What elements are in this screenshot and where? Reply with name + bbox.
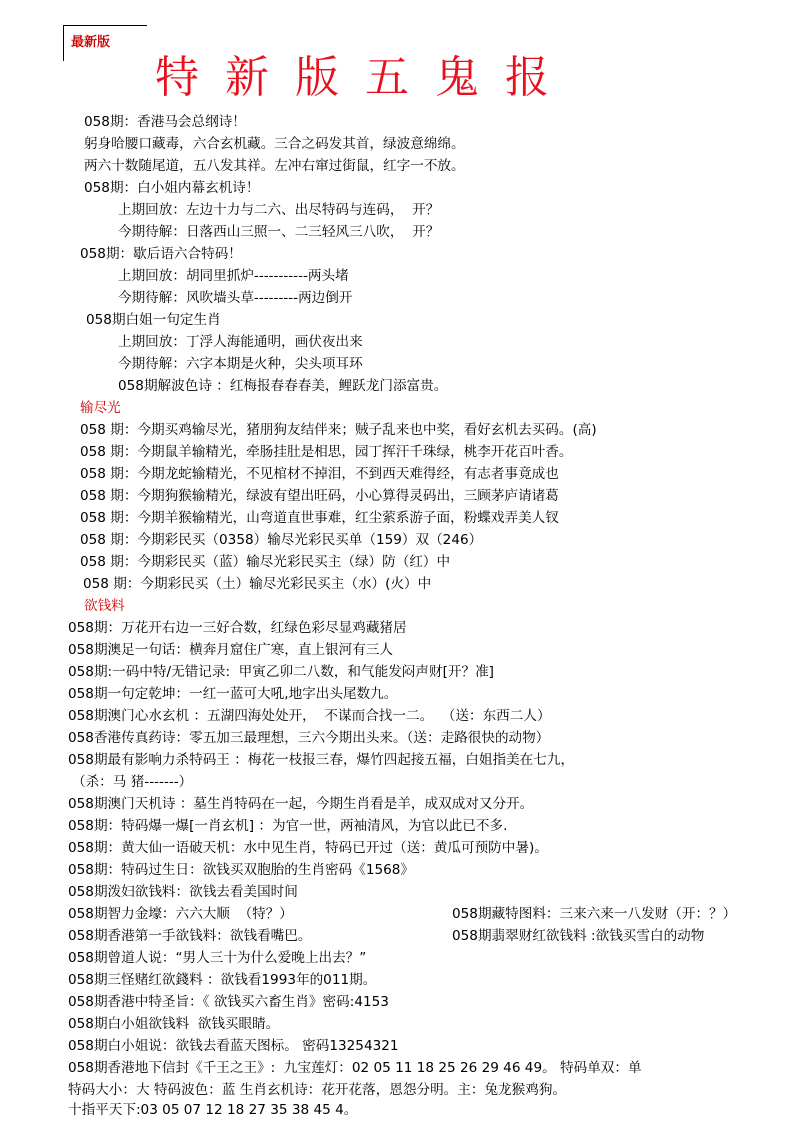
text-line: 058 期：今期彩民买（蓝）输尽光彩民买主（绿）防（红）中 (80, 554, 451, 570)
edition-badge-label: 最新版 (71, 35, 111, 50)
text-line: 058 期：今期鼠羊输精光，牵肠挂肚是相思，园丁挥汗千珠绿，桃李开花百叶香。 (80, 444, 573, 460)
text-line: 今期待解：日落西山三照一、二三轻风三八吹， 开？ (118, 224, 440, 240)
text-line: 058期：特码过生日：欲钱买双胞胎的生肖密码《1568》 (68, 862, 415, 878)
text-line: 058期一句定乾坤：一红一蓝可大吼,地字出头尾数九。 (68, 686, 398, 702)
text-line: （杀：马 猪-------） (72, 774, 193, 790)
text-line: 058期：香港马会总纲诗！ (84, 114, 246, 130)
text-line: 058 期：今期彩民买（土）输尽光彩民买主（水）(火）中 (83, 576, 432, 592)
text-line: 058期白小姐说：欲钱去看蓝天图标。 密码13254321 (68, 1038, 399, 1054)
page-title: 特新版五鬼报 (155, 52, 575, 103)
text-line: 058期香港中特圣旨：《 欲钱买六畜生肖》密码:4153 (68, 994, 389, 1010)
text-line: 058期：黄大仙一语破天机：水中见生肖，特码已开过（送：黄瓜可预防中暑)。 (68, 840, 548, 856)
text-line: 058期香港第一手欲钱料：欲钱看嘴巴。 (68, 928, 312, 944)
text-line: 058 期：今期羊猴输精光，山弯道直世事难，红尘萦系游子面，粉蝶戏弄美人钗 (80, 510, 559, 526)
text-line: 058期香港地下信封《千王之王》: 九宝莲灯：02 05 11 18 25 26 29 46 49。 特码单双：单 (68, 1060, 642, 1076)
text-line: 两六十数随尾道，五八发其祥。左冲右窜过街鼠，红字一不放。 (84, 158, 465, 174)
edition-badge (63, 25, 147, 61)
text-line: 058期藏特图料：三来六来一八发财（开：？） (452, 906, 737, 922)
text-line: 058期智力金壕：六六大顺 （特？） (68, 906, 293, 922)
text-line: 058期白姐一句定生肖 (86, 312, 221, 328)
text-line: 今期待解：风吹墙头草---------两边倒开 (118, 290, 353, 306)
text-line: 058期白小姐欲钱料 欲钱买眼睛。 (68, 1016, 280, 1032)
text-line: 今期待解：六字本期是火种，尖头项耳环 (118, 356, 363, 372)
text-line: 058期澳足一句话：横奔月窟住广寒，直上银河有三人 (68, 642, 394, 658)
text-line: 058期最有影响力杀特码王 ：梅花一枝报三春，爆竹四起接五福，白姐指美在七九， (68, 752, 575, 768)
text-line: 躬身哈腰口藏毒，六合玄机藏。三合之码发其首，绿波意绵绵。 (84, 136, 465, 152)
section-heading: 输尽光 (80, 400, 121, 416)
text-line: 058期：白小姐内幕玄机诗！ (84, 180, 260, 196)
text-line: 058 期：今期买鸡输尽光，猪朋狗友结伴来；贼子乱来也中奖，看好玄机去买码。(高) (80, 422, 597, 438)
text-line: 上期回放：胡同里抓炉-----------两头堵 (118, 268, 349, 284)
text-line: 上期回放：左边十力与二六、出尽特码与连码， 开？ (118, 202, 440, 218)
text-line: 058 期：今期狗猴输精光，绿波有望出旺码，小心算得灵码出，三顾茅庐请诸葛 (80, 488, 559, 504)
text-line: 058期曾道人说：“男人三十为什么爱晚上出去？” (68, 950, 367, 966)
text-line: 058期三怪赌红欲錢料 ：欲钱看1993年的011期。 (68, 972, 377, 988)
text-line: 058期：特码爆一爆[一肖玄机] ：为官一世，两袖清风，为官以此已不多. (68, 818, 508, 834)
text-line: 058期：歇后语六合特码！ (80, 246, 242, 262)
text-line: 058期解波色诗 ：红梅报春春春美，鲤跃龙门添富贵。 (118, 378, 448, 394)
section-heading: 欲钱料 (84, 598, 125, 614)
text-line: 058期澳门天机诗 ：墓生肖特码在一起，今期生肖看是羊，成双成对又分开。 (68, 796, 534, 812)
text-line: 058期泼妇欲钱料：欲钱去看美国时间 (68, 884, 298, 900)
text-line: 058 期：今期彩民买（0358）输尽光彩民买单（159）双（246） (80, 532, 483, 548)
text-line: 058期翡翠财红欲钱料 :欲钱买雪白的动物 (452, 928, 705, 944)
text-line: 058 期：今期龙蛇输精光，不见棺材不掉泪，不到西天难得经，有志者事竟成也 (80, 466, 559, 482)
text-line: 058香港传真药诗：零五加三最理想，三六今期出头来。（送：走路很快的动物） (68, 730, 550, 746)
text-line: 上期回放：丁浮人海能通明，画伏夜出来 (118, 334, 363, 350)
text-line: 十指平天下:03 05 07 12 18 27 35 38 45 4。 (68, 1102, 358, 1118)
text-line: 058期澳门心水玄机 ：五湖四海处处开， 不谋而合找一二。 （送：东西二人） (68, 708, 551, 724)
text-line: 058期:一码中特/无错记录: 甲寅乙卯二八数，和气能发闷声财[开？准] (68, 664, 494, 680)
text-line: 特码大小：大 特码波色：蓝 生肖玄机诗：花开花落，恩怨分明。主：兔龙猴鸡狗。 (68, 1082, 567, 1098)
text-line: 058期：万花开右边一三好合数，红绿色彩尽显鸡藏猪居 (68, 620, 407, 636)
